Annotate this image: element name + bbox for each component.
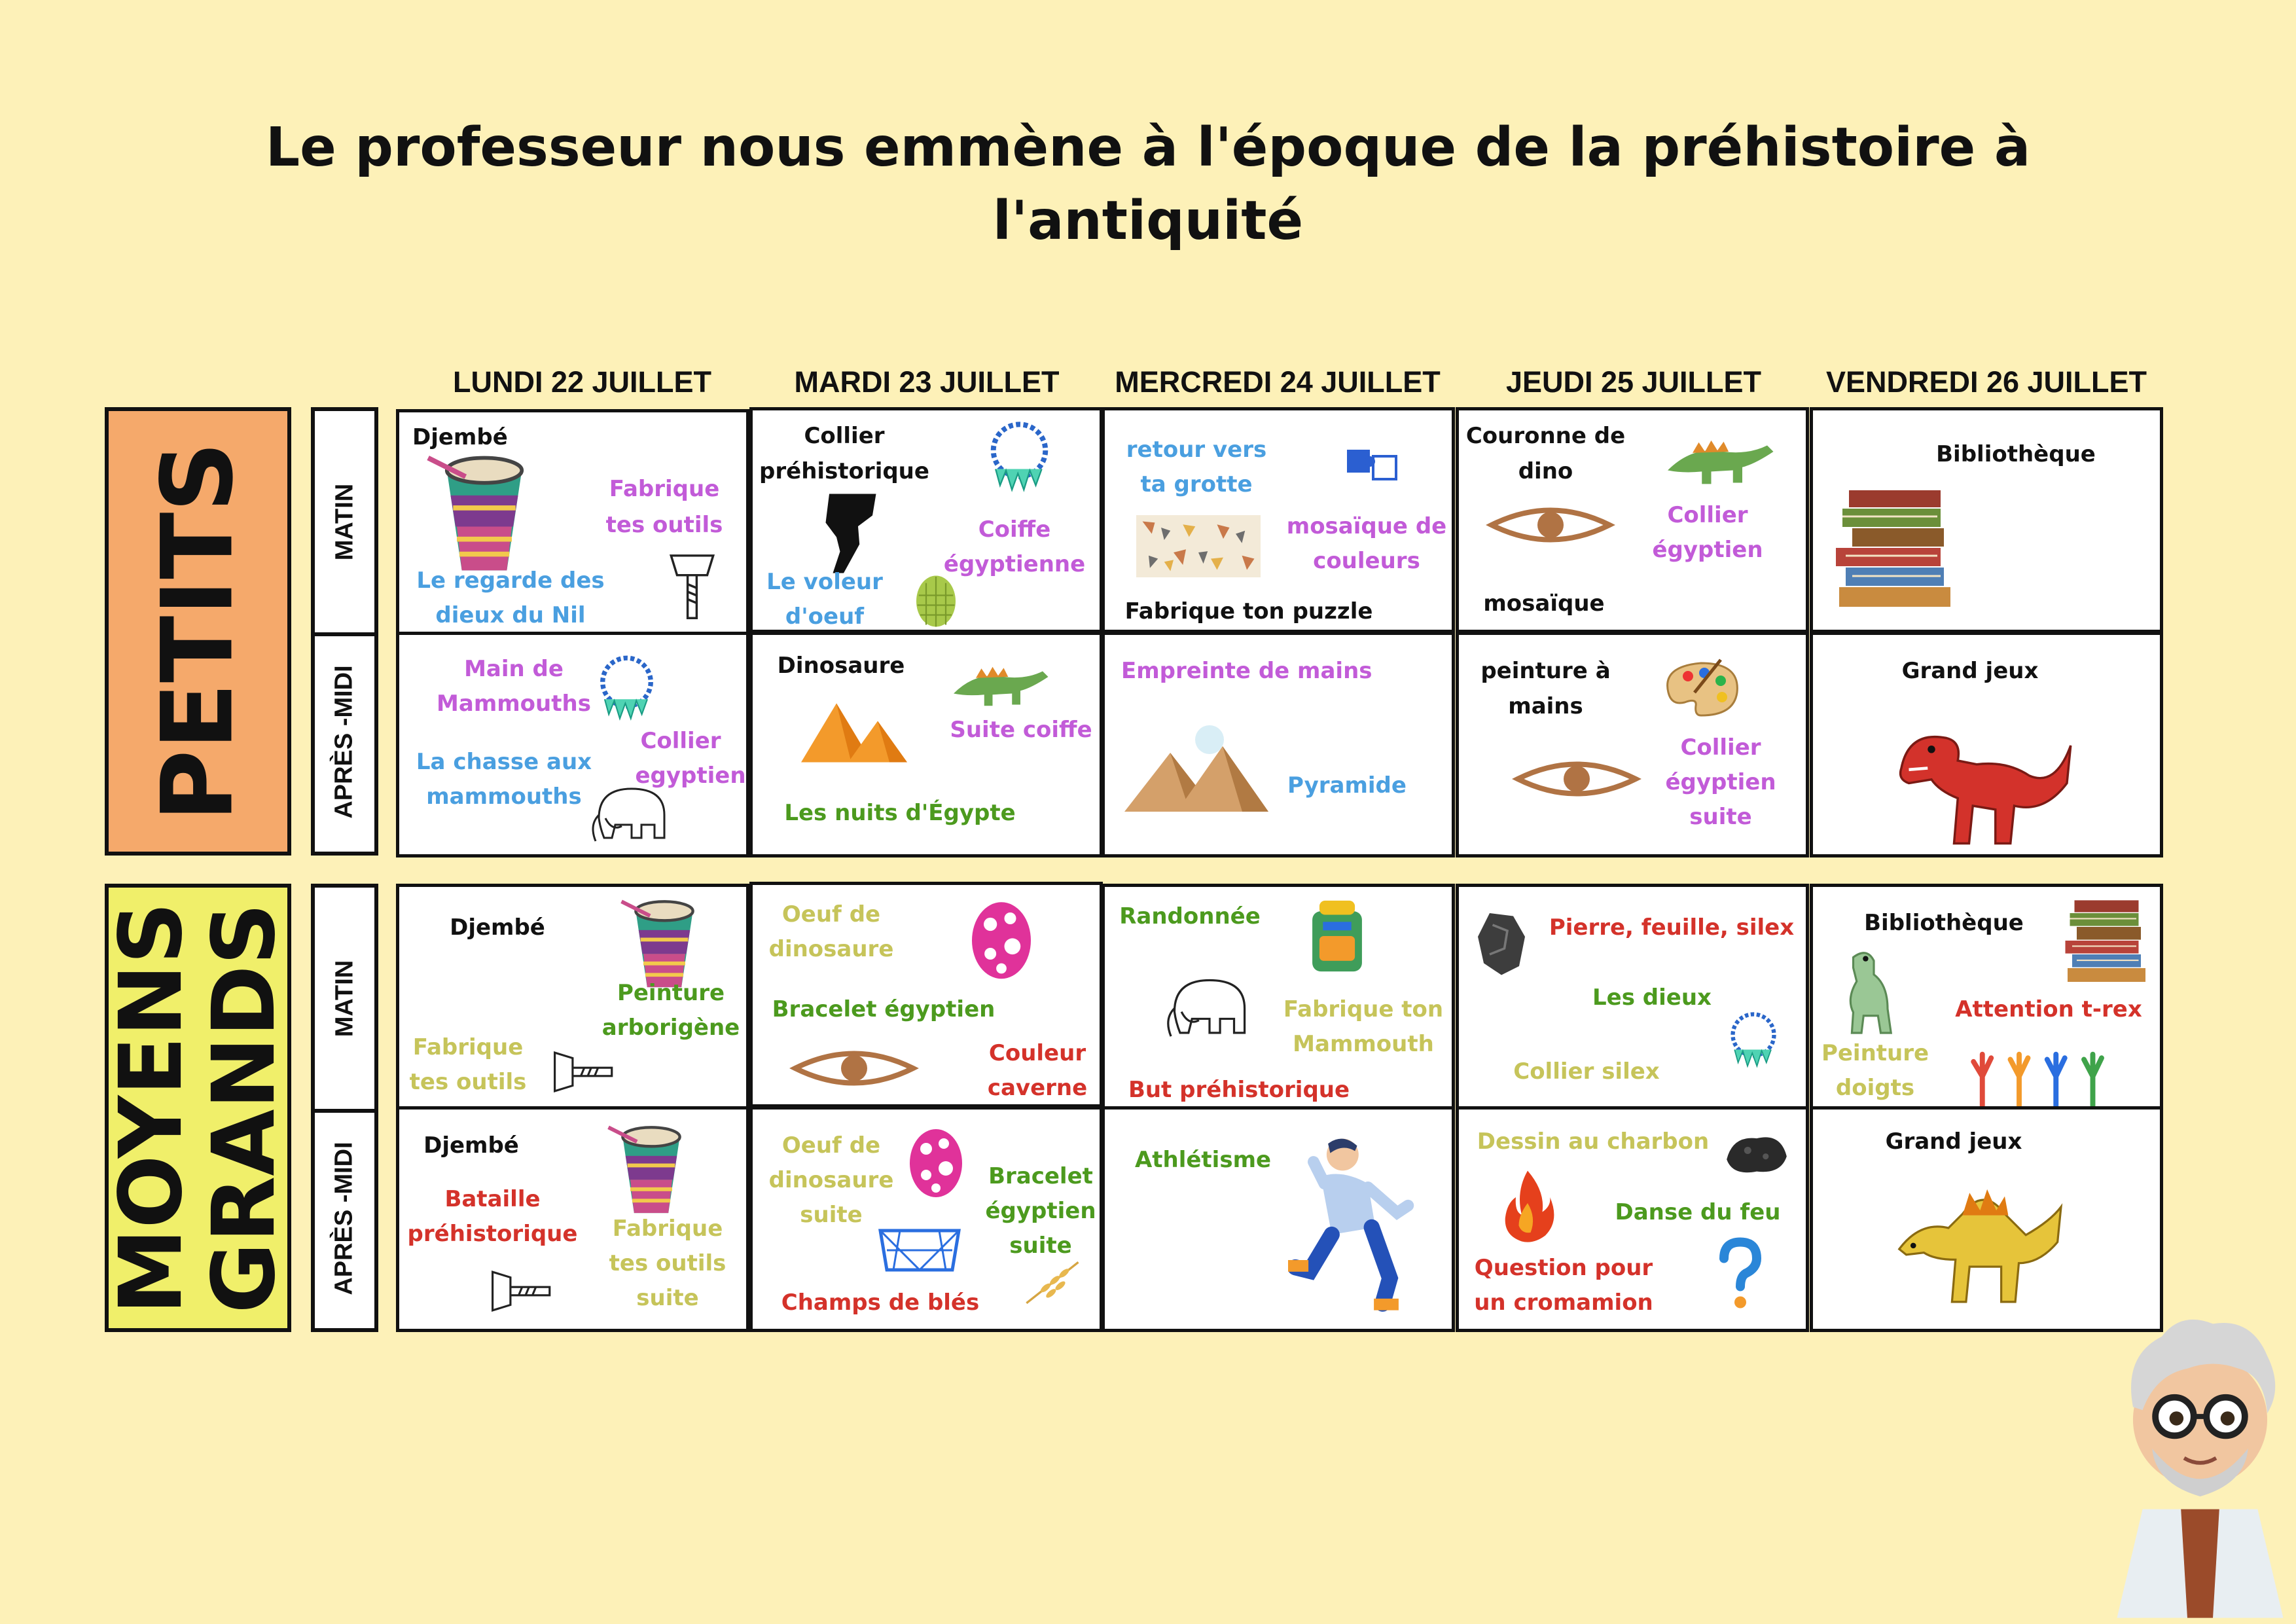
stone-axe-icon [481, 1257, 556, 1326]
activity-label: Djembé [423, 1132, 519, 1159]
charcoal-icon [1721, 1123, 1793, 1178]
activity-label: Fabrique [609, 476, 720, 502]
activity-label: Question pour [1474, 1255, 1653, 1281]
activity-card [1102, 884, 1455, 1110]
group-label-moyens: MOYENS [101, 901, 202, 1314]
group-petits [105, 407, 291, 856]
activity-card [1456, 1106, 1809, 1332]
activity-label: un cromamion [1474, 1290, 1653, 1316]
activity-label: Mammouth [1293, 1031, 1434, 1057]
mammoth-icon [586, 779, 677, 844]
day-header-lundi: LUNDI 22 JUILLET [452, 365, 712, 399]
backpack-icon [1301, 893, 1373, 979]
activity-card [749, 882, 1103, 1108]
day-header-jeudi: JEUDI 25 JUILLET [1505, 365, 1762, 399]
activity-label: Oeuf de [781, 901, 881, 928]
eye-of-horus-icon [1485, 502, 1616, 548]
activity-label: Mammouths [437, 691, 591, 717]
activity-label: suite [1689, 804, 1752, 830]
activity-label: Grand jeux [1885, 1128, 2022, 1155]
activity-label: doigts [1835, 1075, 1915, 1101]
activity-label: Danse du feu [1615, 1199, 1781, 1225]
hands-icon [1967, 1051, 2130, 1110]
activity-label: Djembé [412, 424, 508, 450]
activity-label: égyptien [985, 1198, 1096, 1224]
activity-label: Bibliothèque [1936, 441, 2096, 467]
activity-label: dinosaure [768, 1167, 894, 1193]
nefertiti-icon [815, 486, 887, 574]
group-label-petits: PETITS [141, 441, 255, 821]
activity-label: retour vers [1126, 437, 1267, 463]
activity-label: égyptien [1665, 769, 1776, 795]
pyramid-icon [1118, 713, 1275, 818]
activity-label: préhistorique [407, 1221, 578, 1247]
activity-label: mosaïque [1483, 590, 1605, 617]
activity-label: Dessin au charbon [1477, 1128, 1710, 1155]
activity-label: égyptien [1652, 537, 1763, 563]
activity-label: Collier silex [1513, 1058, 1660, 1085]
slot-apres-midi-petits [315, 632, 374, 852]
activity-card [1810, 632, 2163, 857]
activity-label: La chasse aux [416, 749, 592, 775]
activity-label: Le regarde des [416, 568, 605, 594]
activity-label: Fabrique ton [1283, 996, 1444, 1022]
slot-column-grands [311, 884, 378, 1332]
activity-label: Djembé [450, 914, 545, 941]
rock-icon [1472, 903, 1531, 982]
activity-card [1456, 407, 1809, 633]
activity-label: Collier [1680, 734, 1761, 761]
activity-label: dieux du Nil [435, 602, 586, 628]
runner-icon [1288, 1132, 1419, 1322]
activity-label: mammouths [426, 784, 582, 810]
activity-label: mains [1508, 693, 1583, 719]
activity-card [1456, 632, 1809, 857]
activity-label: Grand jeux [1901, 658, 2039, 684]
group-label-grands: GRANDS [194, 902, 295, 1314]
activity-label: Coiffe [978, 516, 1051, 543]
activity-card [749, 632, 1103, 857]
activity-label: Main de [464, 656, 564, 682]
slot-apres-midi-grands [315, 1109, 374, 1328]
activity-card [396, 409, 749, 635]
stone-axe-icon [655, 540, 730, 628]
activity-label: ta grotte [1140, 471, 1253, 497]
activity-label: Le voleur [766, 569, 883, 595]
activity-label: But préhistorique [1128, 1077, 1350, 1103]
slot-matin-petits [315, 411, 374, 636]
professor-icon [2104, 1296, 2296, 1620]
pyramid-icon [795, 691, 913, 769]
activity-label: préhistorique [759, 458, 929, 484]
t-rex-icon [1878, 700, 2075, 851]
activity-card [749, 407, 1103, 633]
activity-card [1810, 884, 2163, 1110]
activity-label: dino [1518, 458, 1573, 484]
activity-label: suite [800, 1202, 863, 1228]
spinosaurus-icon [1878, 1172, 2075, 1312]
egg-icon [910, 571, 962, 630]
activity-label: Oeuf de [781, 1132, 881, 1159]
activity-label: mosaïque de [1286, 513, 1447, 539]
necklace-icon [1724, 1005, 1783, 1077]
activity-label: Les nuits d'Égypte [784, 800, 1016, 826]
activity-label: Fabrique [412, 1034, 524, 1060]
activity-label: d'oeuf [785, 604, 865, 630]
group-label-moyens-grands [101, 901, 295, 1314]
mammoth-icon [1160, 969, 1259, 1041]
activity-label: Fabrique ton puzzle [1124, 598, 1373, 624]
activity-label: Bracelet égyptien [772, 996, 996, 1022]
egg-icon [959, 895, 1044, 983]
activity-label: Bracelet [988, 1163, 1093, 1189]
activity-card [1102, 1106, 1455, 1332]
activity-label: couleurs [1313, 548, 1420, 574]
activity-label: tes outils [609, 1250, 726, 1276]
title-line-1: Le professeur nous emmène à l'époque de la préhistoire à [265, 117, 2031, 179]
activity-label: Bibliothèque [1864, 910, 2024, 936]
page-title [0, 111, 2296, 258]
activity-label: Fabrique [612, 1216, 723, 1242]
activity-card [396, 884, 749, 1110]
activity-label: égyptienne [943, 551, 1086, 577]
stone-axe-icon [543, 1038, 619, 1106]
dinosaur-icon [942, 655, 1054, 710]
activity-label: Pierre, feuille, silex [1549, 914, 1795, 941]
day-header-vendredi: VENDREDI 26 JUILLET [1825, 365, 2147, 399]
books-icon [1820, 482, 1964, 613]
bracelet-icon [874, 1221, 965, 1280]
necklace-icon [592, 648, 661, 730]
wheat-icon [1021, 1250, 1086, 1312]
activity-card [396, 1106, 749, 1332]
activity-label: Empreinte de mains [1121, 658, 1372, 684]
activity-card [1456, 884, 1809, 1110]
eye-of-horus-icon [789, 1045, 920, 1091]
slot-column-petits [311, 407, 378, 856]
activity-label: Peinture [1821, 1040, 1929, 1066]
eye-of-horus-icon [1511, 756, 1642, 802]
egg-icon [900, 1123, 972, 1201]
puzzle-icon [1340, 437, 1406, 489]
slot-label-matin: MATIN [331, 960, 358, 1037]
activity-label: caverne [987, 1075, 1088, 1101]
activity-label: Collier [1667, 502, 1748, 528]
palette-icon [1655, 653, 1747, 725]
activity-label: Couleur [988, 1040, 1086, 1066]
activity-card [1102, 632, 1455, 857]
fire-icon [1498, 1165, 1557, 1247]
activity-card [396, 632, 749, 857]
activity-card [749, 1106, 1103, 1332]
slot-matin-grands [315, 888, 374, 1113]
activity-label: Pyramide [1287, 772, 1407, 799]
slot-label-apres-midi: APRÈS -MIDI [331, 1142, 359, 1295]
activity-label: Collier [640, 728, 721, 754]
activity-label: dinosaure [768, 936, 894, 962]
title-line-2: l'antiquité [992, 190, 1304, 252]
day-header-mardi: MARDI 23 JUILLET [794, 365, 1060, 399]
activity-label: Randonnée [1119, 903, 1261, 929]
activity-card [1102, 407, 1455, 633]
necklace-icon [982, 417, 1057, 499]
activity-label: Peinture [617, 980, 725, 1006]
activity-card [1810, 407, 2163, 633]
activity-label: egyptien [635, 763, 746, 789]
activity-label: Suite coiffe [950, 717, 1092, 743]
books-icon [2058, 895, 2150, 986]
dinosaur-icon [1655, 427, 1780, 489]
slot-label-matin: MATIN [331, 483, 358, 560]
activity-label: Bataille [444, 1186, 541, 1212]
slot-label-apres-midi: APRÈS -MIDI [331, 665, 359, 819]
day-header-mercredi: MERCREDI 24 JUILLET [1115, 365, 1441, 399]
group-moyens-grands [101, 884, 295, 1332]
dinosaur-icon [1833, 943, 1901, 1041]
activity-label: Les dieux [1592, 984, 1712, 1011]
activity-label: Champs de blés [781, 1290, 980, 1316]
activity-label: arborigène [601, 1015, 740, 1041]
activity-label: Dinosaure [777, 653, 905, 679]
activity-label: peinture à [1480, 658, 1611, 684]
activity-label: Athlétisme [1134, 1147, 1272, 1173]
question-mark-icon [1714, 1234, 1767, 1316]
activity-label: tes outils [409, 1069, 527, 1095]
mosaic-icon [1136, 515, 1261, 577]
activity-label: tes outils [605, 512, 723, 538]
activity-label: suite [636, 1285, 699, 1311]
activity-label: Couronne de [1465, 423, 1626, 449]
activity-label: Collier [804, 423, 885, 449]
activity-label: Attention t-rex [1955, 996, 2142, 1022]
activity-label: suite [1009, 1233, 1072, 1259]
